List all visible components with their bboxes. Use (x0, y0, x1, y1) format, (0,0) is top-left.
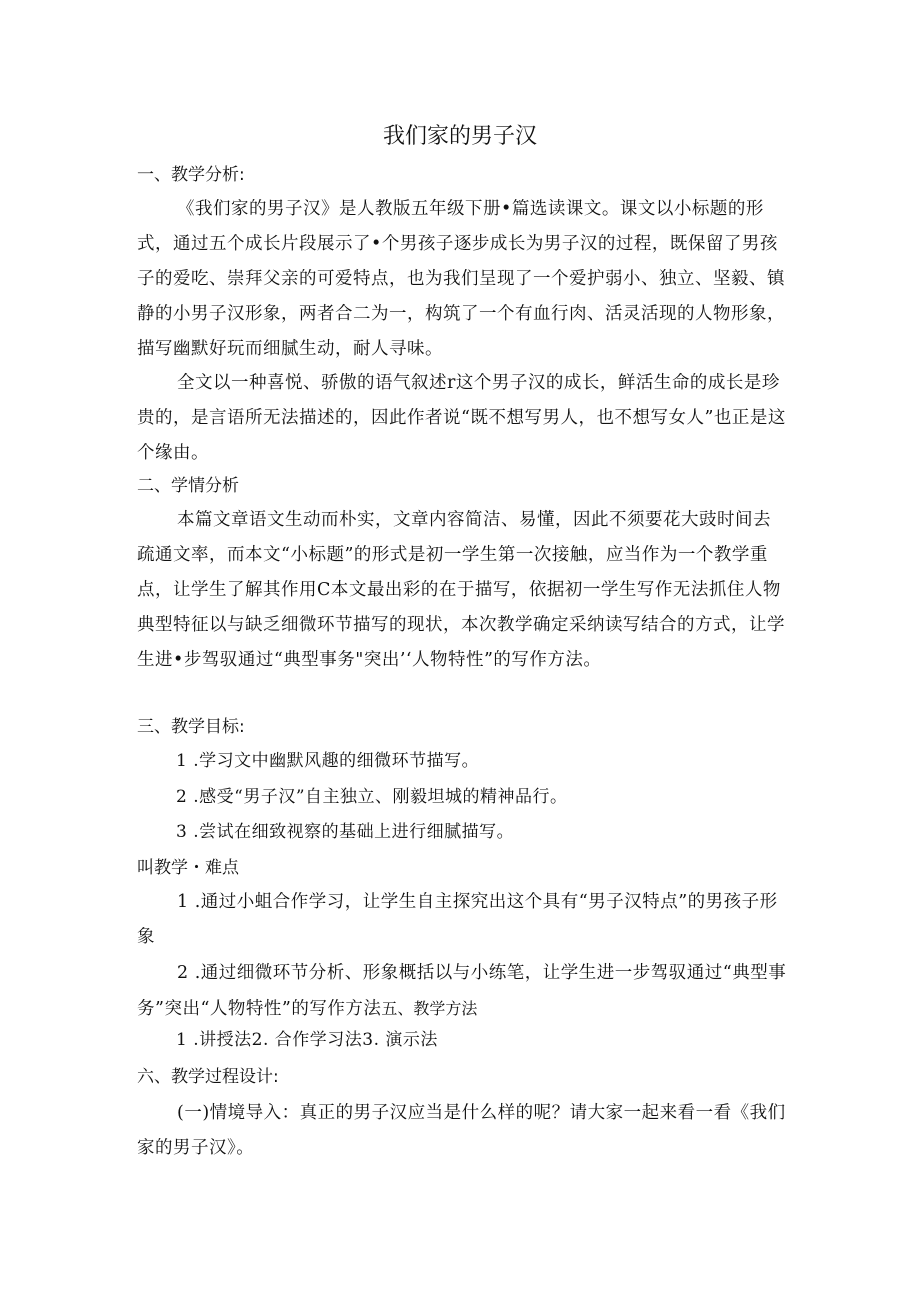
section-heading-key-points: 叫教学・难点 (137, 858, 239, 878)
section-heading-learner-analysis: 二、学情分析 (137, 476, 239, 496)
learner-analysis-paragraph: 本篇文章语文生动而朴实，文章内容简洁、易懂，因此不须要花大豉时间去疏通文率，而本文“小标题”的形式是初一学生第一次接触，应当作为一个教学重点，让学生了解其作用C本文最出彩的在于描写，依据初一学生写作无法抓住人物典型特征以与缺乏细微环节描写的现状，本次教学确定采纳读写结合的方式，让学生进•步驾驭通过“典型事务"突出’‘人物特性”的写作方法。 (137, 510, 785, 670)
objective-item-2: 2 .感受“男子汉”自主独立、刚毅坦城的精神品行。 (176, 787, 568, 807)
section-heading-process: 六、教学过程设计: (137, 1067, 279, 1087)
section-heading-objectives: 三、教学目标: (137, 717, 245, 737)
objective-item-1: 1 .学习文中幽默风趣的细微环节描写。 (176, 751, 480, 771)
section-heading-methods: 五、教学方法 (381, 999, 478, 1018)
key-point-item-2 (137, 956, 787, 1027)
section-heading-analysis: 一、教学分析: (137, 165, 245, 185)
analysis-paragraph-2: 全文以一种喜悦、骄傲的语气叙述r这个男子汉的成长，鲜活生命的成长是珍贵的，是言语所无法描述的，因此作者说“既不想写男人，也不想写女人”也正是这个缘由。 (137, 373, 786, 463)
methods-list: 1 .讲授法2. 合作学习法3. 演示法 (176, 1030, 438, 1050)
key-point-item-2-text: 2 .通过细微环节分析、形象概括以与小练笔，让学生进一步驾驭通过“典型事务”突出“人物特性”的写作方法 (137, 963, 787, 1019)
analysis-paragraph-1: 《我们家的男子汉》是人教版五年级下册•篇选读课文。课文以小标题的形式，通过五个成长片段展示了•个男孩子逐步成长为男子汉的过程，既保留了男孩子的爱吃、崇拜父亲的可爱特点，也为我们呈现了一个爱护弱小、独立、坚毅、镇静的小男子汉形象，两者合二为一，构筑了一个有血行肉、活灵活现的人物形象，描写幽默好玩而细腻生动，耐人寻味。 (137, 199, 785, 359)
objective-item-3: 3 .尝试在细致视察的基础上进行细腻描写。 (176, 822, 515, 842)
document-title: 我们家的男子汉 (382, 124, 537, 149)
process-paragraph-1: (一)情境导入：真正的男子汉应当是什么样的呢？请大家一起来看一看《我们家的男子汉》。 (137, 1103, 786, 1158)
key-point-item-1: 1 .通过小蛆合作学习，让学生自主探究出这个具有“男子汉特点”的男孩子形象 (137, 892, 778, 947)
